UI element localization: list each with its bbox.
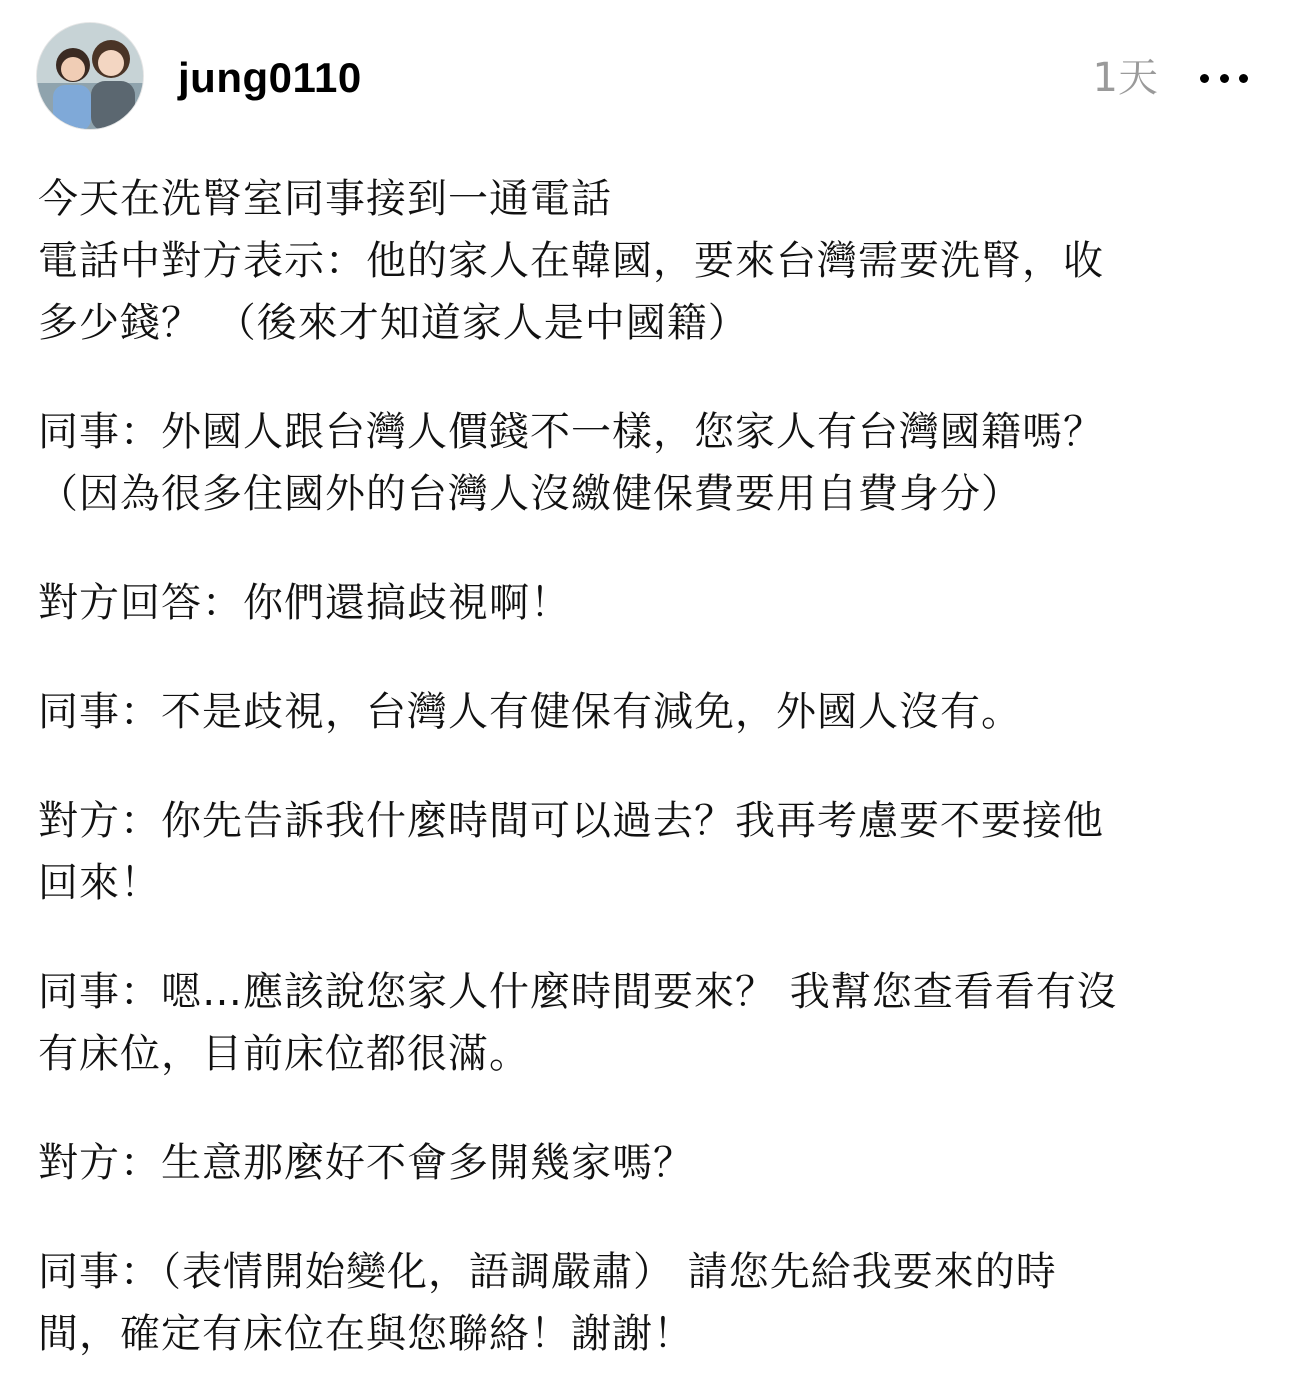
post-text-line: 對方：你先告訴我什麼時間可以過去？我再考慮要不要接他 bbox=[38, 798, 1104, 844]
post-text-line: 同事：（表情開始變化，語調嚴肅） 請您先給我要來的時 bbox=[38, 1249, 1057, 1295]
more-horizontal-icon bbox=[1239, 74, 1248, 83]
post-header bbox=[0, 0, 1290, 150]
post-paragraph bbox=[38, 1132, 1253, 1194]
avatar-photo bbox=[37, 23, 144, 130]
post-text-line: 間，確定有床位在與您聯絡！謝謝！ bbox=[38, 1311, 694, 1357]
avatar[interactable] bbox=[36, 22, 144, 130]
post-text-line: （因為很多住國外的台灣人沒繳健保費要用自費身分） bbox=[38, 471, 1022, 517]
username[interactable]: jung0110 bbox=[178, 54, 362, 101]
post-timestamp: 1天 bbox=[1092, 55, 1158, 101]
post-paragraph bbox=[38, 790, 1253, 914]
post-text-line: 同事：不是歧視，台灣人有健保有減免，外國人沒有。 bbox=[38, 689, 1022, 735]
post-text-line: 對方回答：你們還搞歧視啊！ bbox=[38, 580, 571, 626]
post-paragraph bbox=[38, 401, 1253, 525]
post-paragraph bbox=[38, 572, 1253, 634]
post-text-line: 多少錢？ （後來才知道家人是中國籍） bbox=[38, 300, 749, 346]
more-options-button[interactable] bbox=[1200, 56, 1248, 100]
post-text-line: 回來！ bbox=[38, 860, 161, 906]
post-paragraph bbox=[38, 168, 1253, 354]
post-text-line: 今天在洗腎室同事接到一通電話 bbox=[38, 176, 612, 222]
post-text-line: 有床位，目前床位都很滿。 bbox=[38, 1031, 530, 1077]
post-text-line: 對方：生意那麼好不會多開幾家嗎？ bbox=[38, 1140, 694, 1186]
post-paragraph bbox=[38, 681, 1253, 743]
post-paragraph bbox=[38, 1241, 1253, 1365]
post-text-line: 同事：外國人跟台灣人價錢不一樣，您家人有台灣國籍嗎？ bbox=[38, 409, 1104, 455]
post-text-line: 電話中對方表示：他的家人在韓國，要來台灣需要洗腎，收 bbox=[38, 238, 1104, 284]
post-body bbox=[38, 168, 1253, 1365]
post-text-line: 同事：嗯…應該說您家人什麼時間要來？ 我幫您查看看有沒 bbox=[38, 969, 1118, 1015]
post-paragraph bbox=[38, 961, 1253, 1085]
more-horizontal-icon bbox=[1220, 74, 1229, 83]
more-horizontal-icon bbox=[1200, 74, 1209, 83]
